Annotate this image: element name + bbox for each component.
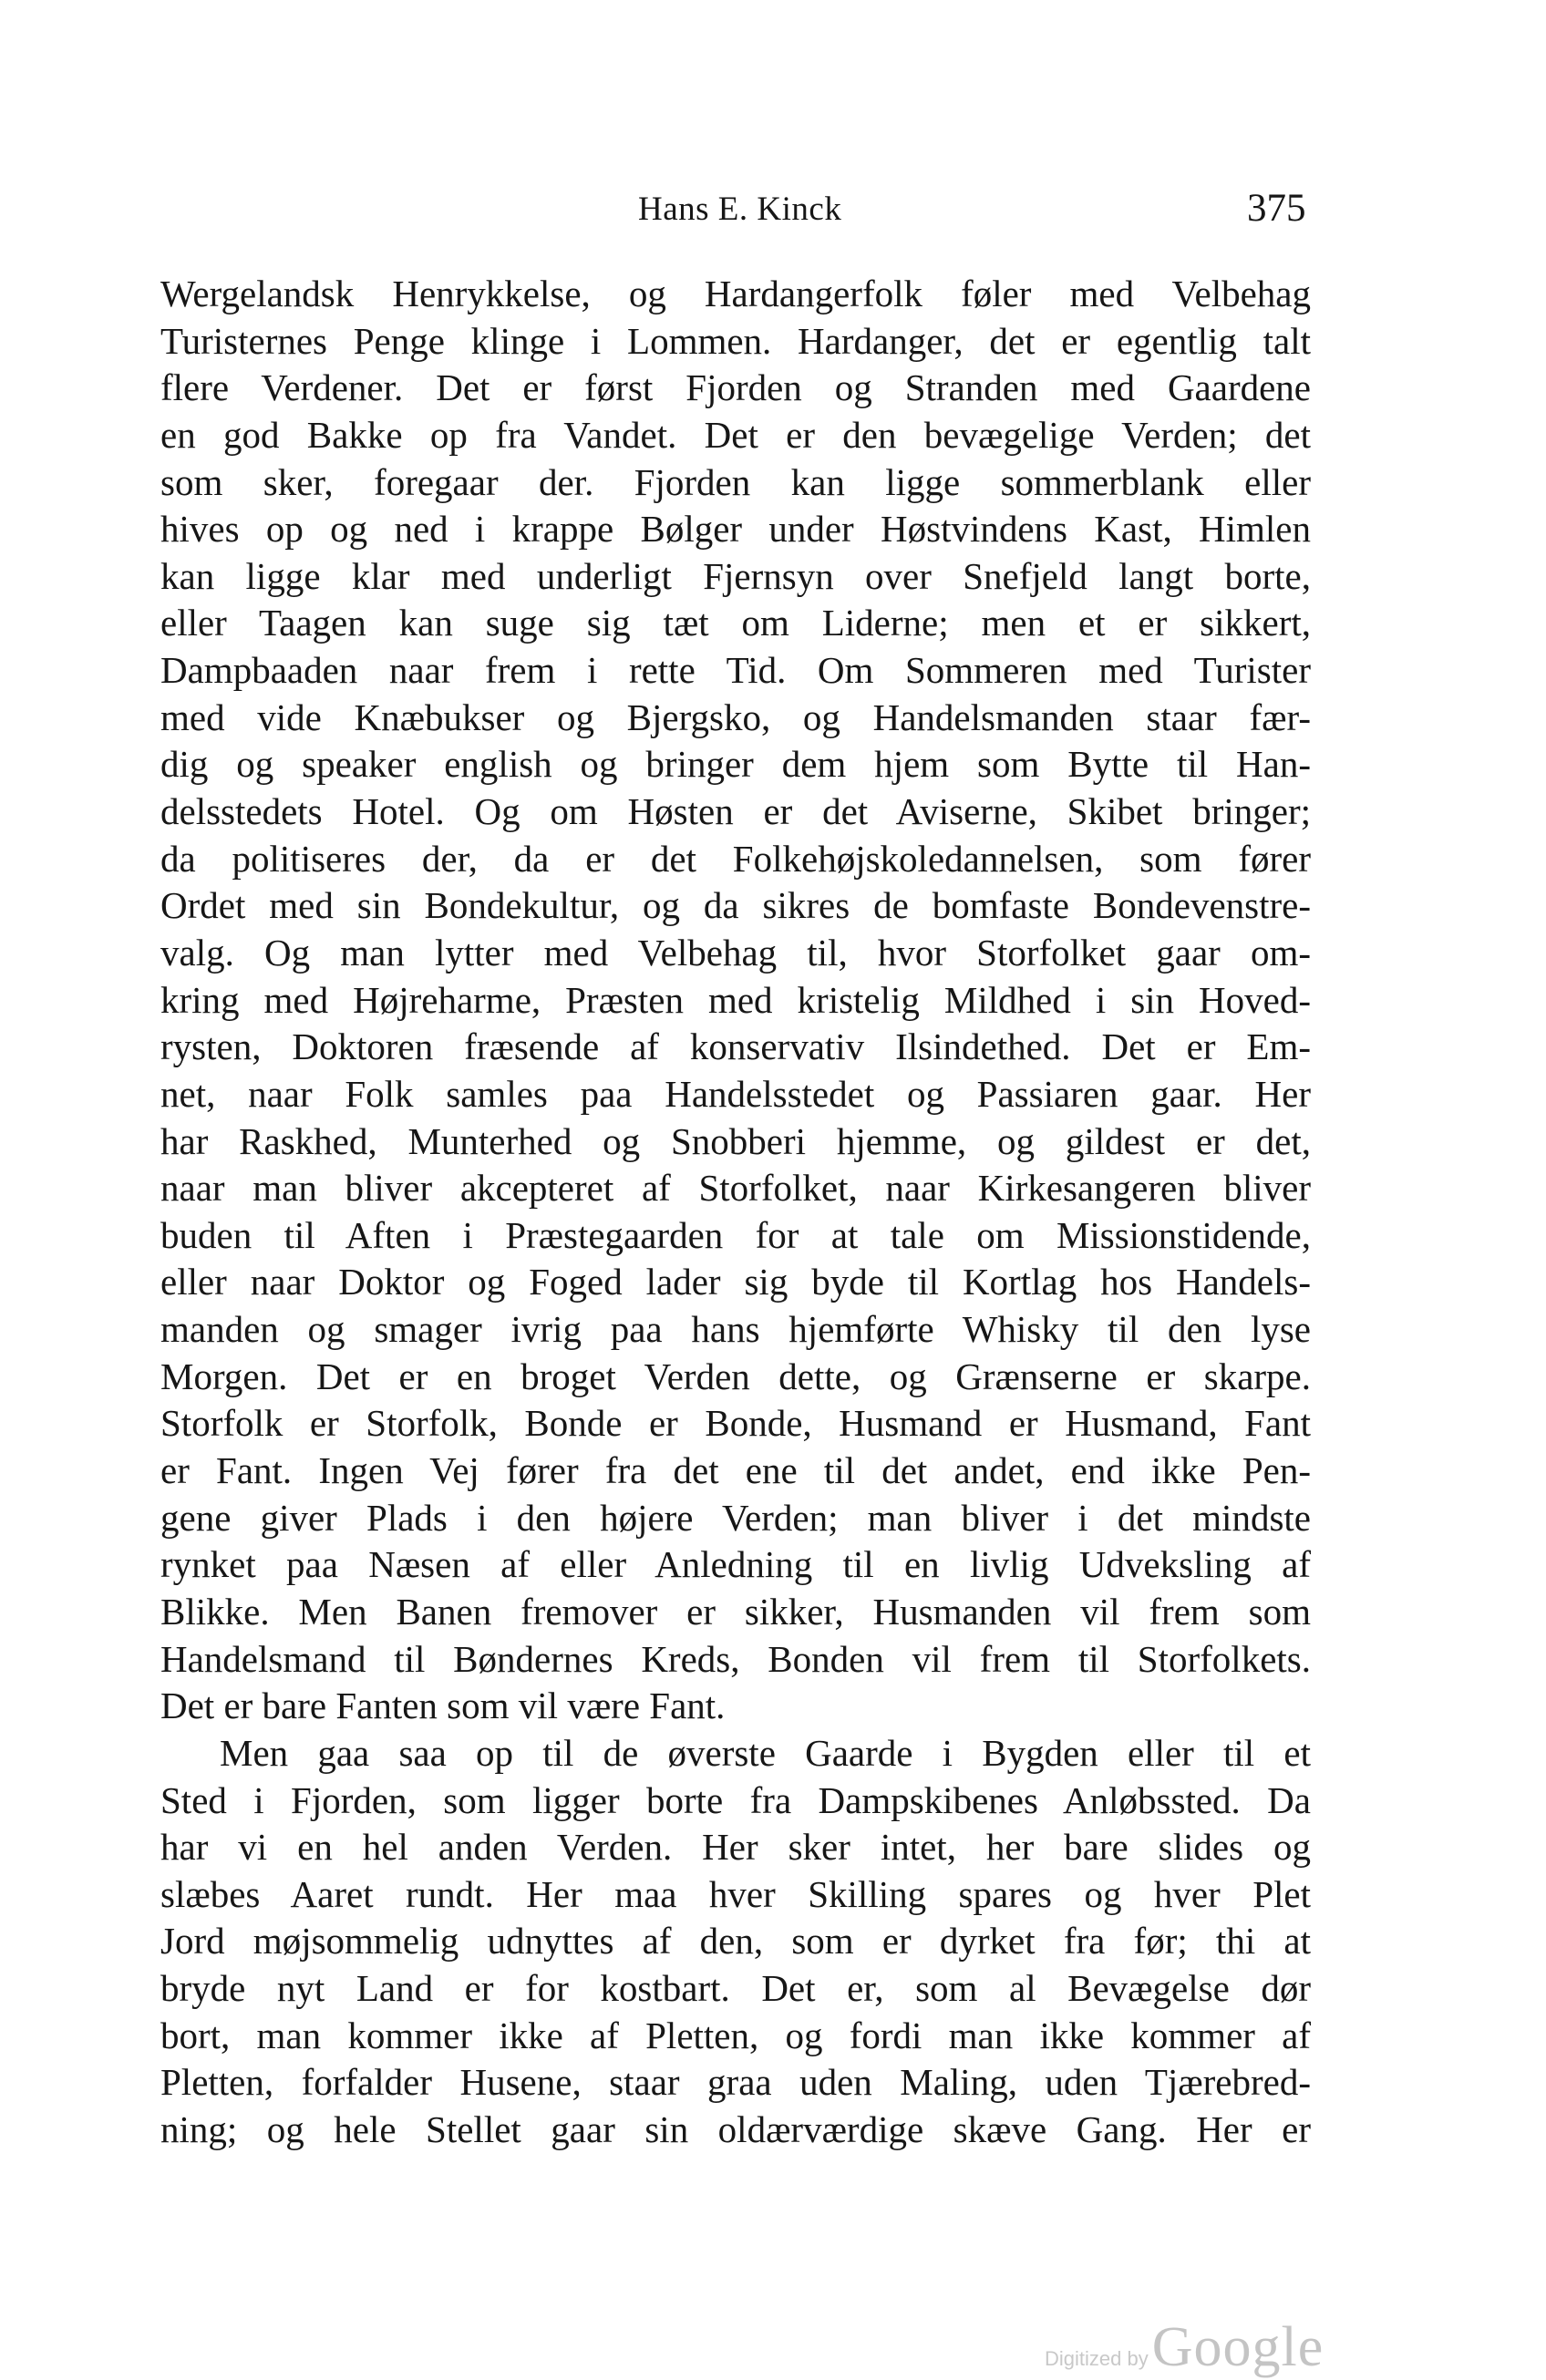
text-line: naar man bliver akcepteret af Storfolket, naar Kirkesangeren bliver: [160, 1167, 1311, 1210]
text-line: hives op og ned i krappe Bølger under Høstvindens Kast, Himlen: [160, 508, 1311, 551]
text-line: da politiseres der, da er det Folkehøjskoledannelsen, som fører: [160, 837, 1311, 880]
text-line: Storfolk er Storfolk, Bonde er Bonde, Husmand er Husmand, Fant: [160, 1402, 1311, 1445]
text-line: Blikke. Men Banen fremover er sikker, Husmanden vil frem som: [160, 1590, 1311, 1633]
text-line: net, naar Folk samles paa Handelsstedet og Passiaren gaar. Her: [160, 1072, 1311, 1115]
text-line: har Raskhed, Munterhed og Snobberi hjemme, og gildest er det,: [160, 1119, 1311, 1162]
body-text: [160, 271, 1311, 2154]
page-number: 375: [1247, 187, 1306, 230]
text-line: rysten, Doktoren fræsende af konservativ Ilsindethed. Det er Em-: [160, 1025, 1311, 1068]
text-line: kan ligge klar med underligt Fjernsyn over Snefjeld langt borte,: [160, 554, 1311, 597]
text-line: manden og smager ivrig paa hans hjemførte Whisky til den lyse: [160, 1308, 1311, 1351]
text-line: Jord møjsommelig udnyttes af den, som er dyrket fra før; thi at: [160, 1920, 1311, 1963]
text-line: Det er bare Fanten som vil være Fant.: [160, 1685, 726, 1727]
text-line: slæbes Aaret rundt. Her maa hver Skilling spares og hver Plet: [160, 1872, 1311, 1915]
text-line: delsstedets Hotel. Og om Høsten er det Aviserne, Skibet bringer;: [160, 790, 1311, 833]
text-line: Men gaa saa op til de øverste Gaarde i Bygden eller til et: [220, 1731, 1311, 1774]
digitized-watermark: [1045, 2315, 1324, 2378]
text-line: Pletten, forfalder Husene, staar graa uden Maling, uden Tjærebred-: [160, 2061, 1311, 2104]
text-line: Turisternes Penge klinge i Lommen. Hardanger, det er egentlig talt: [160, 319, 1311, 362]
text-line: Ordet med sin Bondekultur, og da sikres de bomfaste Bondevenstre-: [160, 884, 1311, 927]
text-line: flere Verdener. Det er først Fjorden og Stranden med Gaardene: [160, 366, 1311, 409]
google-logo: Google: [1151, 2316, 1324, 2378]
text-line: er Fant. Ingen Vej fører fra det ene til det andet, end ikke Pen-: [160, 1449, 1311, 1492]
text-line: Morgen. Det er en broget Verden dette, og Grænserne er skarpe.: [160, 1355, 1311, 1397]
text-line: eller naar Doktor og Foged lader sig byde til Kortlag hos Handels-: [160, 1261, 1311, 1303]
paragraph-1: [160, 271, 1311, 1730]
text-line: buden til Aften i Præstegaarden for at tale om Missionstidende,: [160, 1213, 1311, 1256]
text-line: dig og speaker english og bringer dem hjem som Bytte til Han-: [160, 743, 1311, 786]
page-header: [0, 187, 1546, 241]
running-head: Hans E. Kinck: [638, 191, 842, 228]
text-line: Dampbaaden naar frem i rette Tid. Om Sommeren med Turister: [160, 649, 1311, 692]
text-line: eller Taagen kan suge sig tæt om Liderne; men et er sikkert,: [160, 602, 1311, 644]
text-line: ning; og hele Stellet gaar sin oldærværdige skæve Gang. Her er: [160, 2107, 1311, 2150]
text-line: kring med Højreharme, Præsten med kristelig Mildhed i sin Hoved-: [160, 978, 1311, 1021]
text-line: gene giver Plads i den højere Verden; man bliver i det mindste: [160, 1496, 1311, 1539]
text-line: valg. Og man lytter med Velbehag til, hvor Storfolket gaar om-: [160, 931, 1311, 974]
text-line: bort, man kommer ikke af Pletten, og fordi man ikke kommer af: [160, 2014, 1311, 2056]
text-line: med vide Knæbukser og Bjergsko, og Handelsmanden staar fær-: [160, 695, 1311, 738]
text-line: en god Bakke op fra Vandet. Det er den bevægelige Verden; det: [160, 413, 1311, 456]
text-line: har vi en hel anden Verden. Her sker intet, her bare slides og: [160, 1826, 1311, 1869]
paragraph-2: [160, 1730, 1311, 2154]
text-line: bryde nyt Land er for kostbart. Det er, som al Bevægelse dør: [160, 1967, 1311, 2010]
text-line: som sker, foregaar der. Fjorden kan ligge sommerblank eller: [160, 460, 1311, 503]
text-line: Sted i Fjorden, som ligger borte fra Dampskibenes Anløbssted. Da: [160, 1778, 1311, 1821]
text-line: rynket paa Næsen af eller Anledning til en livlig Udveksling af: [160, 1543, 1311, 1586]
text-line: Handelsmand til Bøndernes Kreds, Bonden vil frem til Storfolkets.: [160, 1637, 1311, 1680]
text-line: Wergelandsk Henrykkelse, og Hardangerfolk føler med Velbehag: [160, 273, 1311, 314]
watermark-prefix: Digitized by: [1045, 2347, 1149, 2370]
